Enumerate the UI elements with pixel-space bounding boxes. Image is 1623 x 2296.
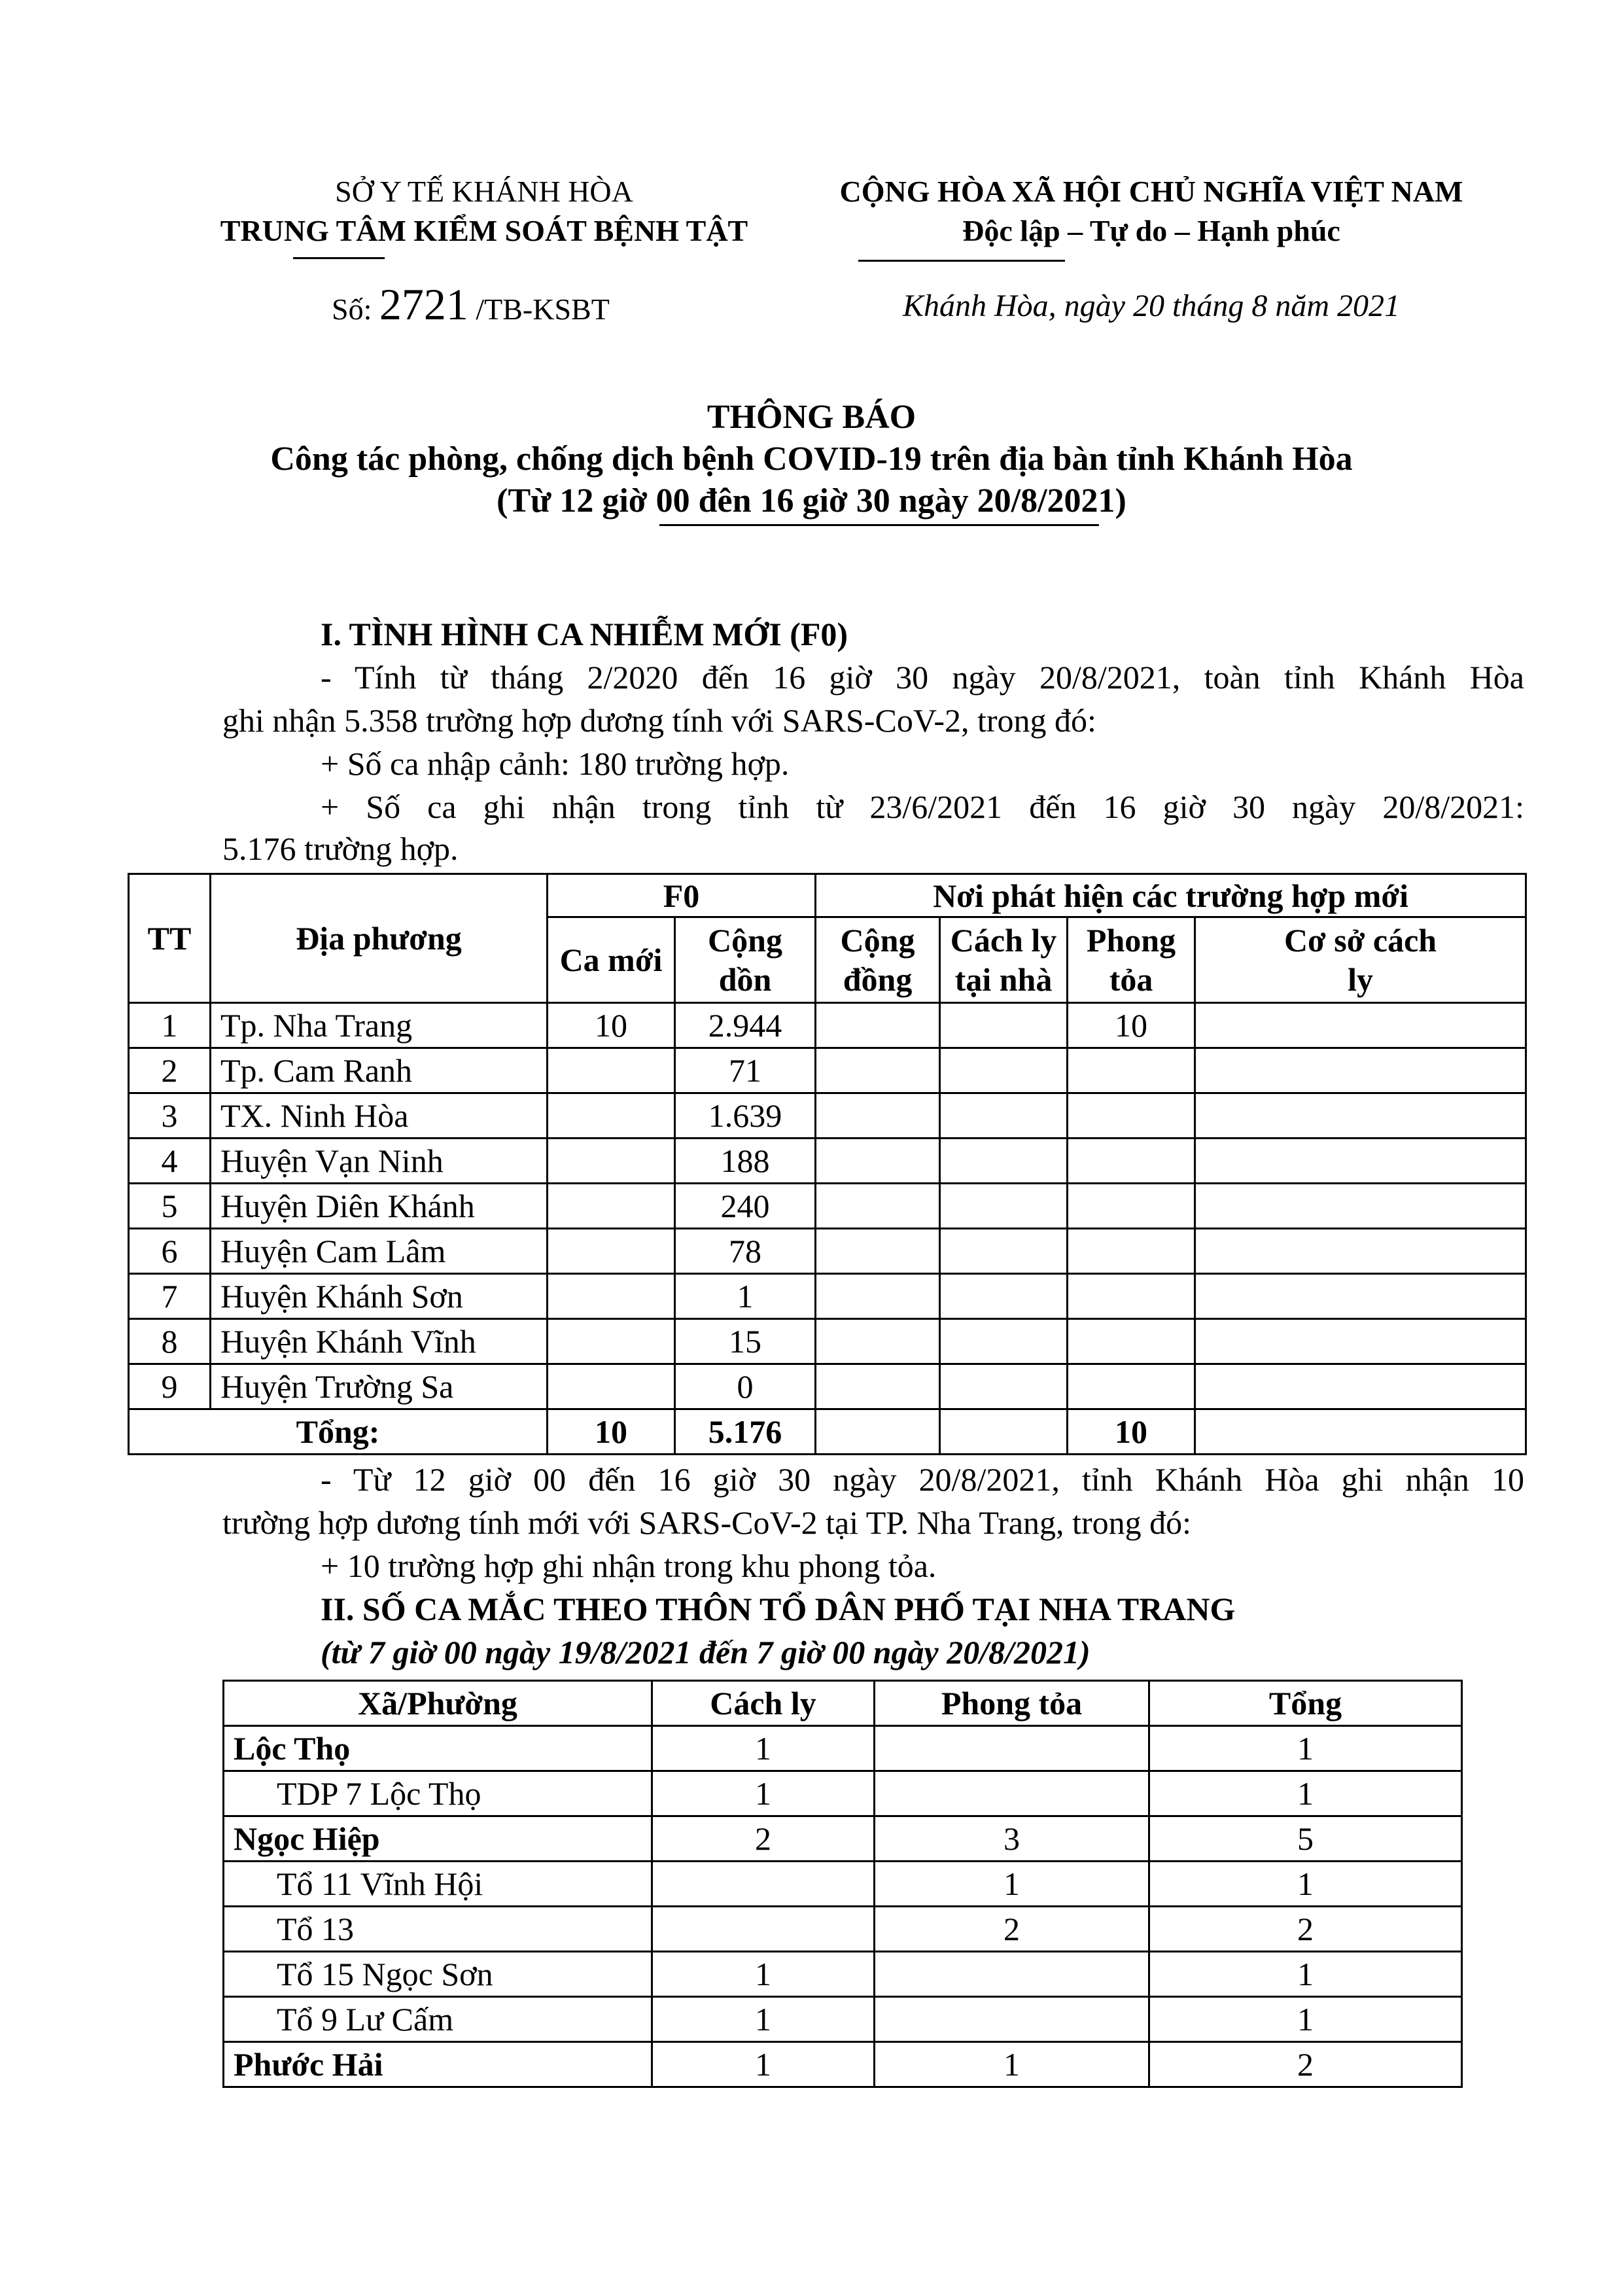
tt-cell: 6 [129, 1229, 211, 1274]
new-cases-cell [548, 1319, 675, 1364]
section1-bullet2-line1: + Số ca ghi nhận trong tỉnh từ 23/6/2021 đến 16 giờ 30 ngày 20/8/2021: [321, 788, 1524, 825]
community-cell [816, 1319, 940, 1364]
total-lockdown-cell: 10 [1068, 1409, 1195, 1455]
locality-cell: Huyện Khánh Sơn [211, 1274, 548, 1319]
ward-row [224, 1726, 1462, 1771]
table-row [129, 1184, 1526, 1229]
community-cell [816, 1229, 940, 1274]
isolation-facility-cell [1195, 1274, 1526, 1319]
ward-name-cell: Lộc Thọ [224, 1726, 652, 1771]
table-row [129, 1229, 1526, 1274]
home-isolation-cell [940, 1093, 1068, 1139]
cases-by-ward-table [222, 1680, 1463, 2088]
home-isolation-cell [940, 1139, 1068, 1184]
isolation-cell: 1 [652, 2042, 875, 2087]
locality-cell: Huyện Diên Khánh [211, 1184, 548, 1229]
number-prefix: Số: [332, 292, 372, 326]
sub-area-row [224, 1907, 1462, 1952]
col-isolation: Cách ly [652, 1681, 875, 1726]
tt-cell: 2 [129, 1048, 211, 1093]
cumulative-cell: 188 [675, 1139, 816, 1184]
section1-para2-line1: - Từ 12 giờ 00 đến 16 giờ 30 ngày 20/8/2021, tỉnh Khánh Hòa ghi nhận 10 [321, 1461, 1524, 1498]
col-home-isolation: Cách ly tại nhà [940, 917, 1068, 1003]
isolation-cell: 1 [652, 1997, 875, 2042]
cumulative-cell: 2.944 [675, 1003, 816, 1048]
total-cell: 1 [1149, 1862, 1462, 1907]
lockdown-cell [1068, 1048, 1195, 1093]
community-cell [816, 1274, 940, 1319]
total-label: Tổng: [129, 1409, 548, 1455]
home-isolation-cell [940, 1319, 1068, 1364]
doc-subject: Công tác phòng, chống dịch bệnh COVID-19 trên địa bàn tỉnh Khánh Hòa [270, 440, 1353, 478]
agency-name: SỞ Y TẾ KHÁNH HÒA [335, 175, 633, 208]
cumulative-cell: 1.639 [675, 1093, 816, 1139]
lockdown-cell [1068, 1184, 1195, 1229]
isolation-cell [652, 1862, 875, 1907]
cumulative-cell: 1 [675, 1274, 816, 1319]
home-isolation-cell [940, 1274, 1068, 1319]
locality-cell: TX. Ninh Hòa [211, 1093, 548, 1139]
lockdown-cell [875, 1726, 1149, 1771]
section1-heading: I. TÌNH HÌNH CA NHIỄM MỚI (F0) [321, 616, 848, 652]
isolation-facility-cell [1195, 1319, 1526, 1364]
isolation-facility-cell [1195, 1003, 1526, 1048]
lockdown-cell [1068, 1274, 1195, 1319]
section1-bullet3: + 10 trường hợp ghi nhận trong khu phong tỏa. [321, 1547, 937, 1584]
new-cases-cell [548, 1229, 675, 1274]
motto: Độc lập – Tự do – Hạnh phúc [962, 214, 1340, 247]
cumulative-cell: 240 [675, 1184, 816, 1229]
section2-period: (từ 7 giờ 00 ngày 19/8/2021 đến 7 giờ 00 ngày 20/8/2021) [321, 1634, 1091, 1670]
lockdown-cell [875, 1771, 1149, 1816]
table-row [129, 1319, 1526, 1364]
locality-cell: Huyện Khánh Vĩnh [211, 1319, 548, 1364]
total-row [129, 1409, 1526, 1455]
community-cell [816, 1364, 940, 1409]
col-isolation-facility: Cơ sở cách ly [1195, 917, 1526, 1003]
doc-period: (Từ 12 giờ 00 đên 16 giờ 30 ngày 20/8/2021) [497, 482, 1126, 520]
lockdown-cell: 1 [875, 1862, 1149, 1907]
total-new-cases-cell: 10 [548, 1409, 675, 1455]
sub-area-row [224, 1952, 1462, 1997]
cumulative-cell: 71 [675, 1048, 816, 1093]
section1-bullet1: + Số ca nhập cảnh: 180 trường hợp. [321, 745, 790, 782]
total-cell: 1 [1149, 1771, 1462, 1816]
tt-cell: 1 [129, 1003, 211, 1048]
col-lockdown: Phong tỏa [1068, 917, 1195, 1003]
table-row [129, 1093, 1526, 1139]
new-cases-cell [548, 1139, 675, 1184]
lockdown-cell [1068, 1139, 1195, 1184]
number-value: 2721 [379, 279, 468, 329]
home-isolation-cell [940, 1003, 1068, 1048]
isolation-cell: 1 [652, 1952, 875, 1997]
col-group-detection-place: Nơi phát hiện các trường hợp mới [816, 874, 1526, 917]
community-cell [816, 1139, 940, 1184]
isolation-facility-cell [1195, 1093, 1526, 1139]
doc-type: THÔNG BÁO [707, 398, 916, 436]
sub-area-row [224, 1997, 1462, 2042]
col-new-cases: Ca mới [548, 917, 675, 1003]
isolation-facility-cell [1195, 1139, 1526, 1184]
new-cases-cell: 10 [548, 1003, 675, 1048]
table-row [129, 1364, 1526, 1409]
ward-name-cell: Tổ 9 Lư Cấm [224, 1997, 652, 2042]
total-community-cell [816, 1409, 940, 1455]
motto-underline [858, 260, 1065, 262]
section1-bullet2-line2: 5.176 trường hợp. [222, 830, 459, 867]
country-name: CỘNG HÒA XÃ HỘI CHỦ NGHĨA VIỆT NAM [839, 175, 1463, 208]
divider [293, 257, 384, 259]
section1-para1-line1: - Tính từ tháng 2/2020 đến 16 giờ 30 ngày 20/8/2021, toàn tỉnh Khánh Hòa [321, 659, 1524, 696]
community-cell [816, 1003, 940, 1048]
home-isolation-cell [940, 1048, 1068, 1093]
col-locality: Địa phương [211, 874, 548, 1003]
number-suffix: /TB-KSBT [476, 292, 610, 326]
cumulative-cell: 78 [675, 1229, 816, 1274]
sub-area-row [224, 1862, 1462, 1907]
tt-cell: 4 [129, 1139, 211, 1184]
place-date: Khánh Hòa, ngày 20 tháng 8 năm 2021 [903, 289, 1400, 323]
total-home-isolation-cell [940, 1409, 1068, 1455]
table-row [129, 1139, 1526, 1184]
new-cases-cell [548, 1364, 675, 1409]
section1-para1-line2: ghi nhận 5.358 trường hợp dương tính với SARS-CoV-2, trong đó: [222, 702, 1096, 739]
col-total: Tổng [1149, 1681, 1462, 1726]
lockdown-cell [875, 1997, 1149, 2042]
isolation-cell: 2 [652, 1816, 875, 1862]
total-cumulative-cell: 5.176 [675, 1409, 816, 1455]
home-isolation-cell [940, 1229, 1068, 1274]
lockdown-cell: 1 [875, 2042, 1149, 2087]
ward-name-cell: Tổ 15 Ngọc Sơn [224, 1952, 652, 1997]
col-community: Cộng đồng [816, 917, 940, 1003]
lockdown-cell: 3 [875, 1816, 1149, 1862]
col-lockdown: Phong tỏa [875, 1681, 1149, 1726]
ward-name-cell: TDP 7 Lộc Thọ [224, 1771, 652, 1816]
table-row [129, 1274, 1526, 1319]
new-cases-cell [548, 1048, 675, 1093]
community-cell [816, 1184, 940, 1229]
table-row [129, 1003, 1526, 1048]
col-ward: Xã/Phường [224, 1681, 652, 1726]
cumulative-cell: 15 [675, 1319, 816, 1364]
locality-cell: Huyện Vạn Ninh [211, 1139, 548, 1184]
lockdown-cell [1068, 1319, 1195, 1364]
col-group-f0: F0 [548, 874, 816, 917]
ward-name-cell: Phước Hải [224, 2042, 652, 2087]
table-row [129, 1048, 1526, 1093]
ward-name-cell: Tổ 13 [224, 1907, 652, 1952]
section1-para2-line2: trường hợp dương tính mới với SARS-CoV-2 tại TP. Nha Trang, trong đó: [222, 1504, 1191, 1541]
isolation-cell [652, 1907, 875, 1952]
col-cumulative: Cộng dồn [675, 917, 816, 1003]
home-isolation-cell [940, 1184, 1068, 1229]
sub-area-row [224, 1771, 1462, 1816]
isolation-cell: 1 [652, 1771, 875, 1816]
isolation-facility-cell [1195, 1048, 1526, 1093]
community-cell [816, 1048, 940, 1093]
home-isolation-cell [940, 1364, 1068, 1409]
total-isolation-facility-cell [1195, 1409, 1526, 1455]
section2-heading: II. SỐ CA MẮC THEO THÔN TỔ DÂN PHỐ TẠI NHA TRANG [321, 1591, 1236, 1627]
locality-cell: Huyện Cam Lâm [211, 1229, 548, 1274]
locality-cell: Tp. Cam Ranh [211, 1048, 548, 1093]
tt-cell: 5 [129, 1184, 211, 1229]
tt-cell: 7 [129, 1274, 211, 1319]
community-cell [816, 1093, 940, 1139]
locality-cell: Tp. Nha Trang [211, 1003, 548, 1048]
lockdown-cell [1068, 1229, 1195, 1274]
tt-cell: 8 [129, 1319, 211, 1364]
lockdown-cell: 2 [875, 1907, 1149, 1952]
locality-cell: Huyện Trường Sa [211, 1364, 548, 1409]
document-number [332, 275, 610, 339]
lockdown-cell [1068, 1093, 1195, 1139]
tt-cell: 9 [129, 1364, 211, 1409]
col-tt: TT [129, 874, 211, 1003]
lockdown-cell: 10 [1068, 1003, 1195, 1048]
isolation-facility-cell [1195, 1364, 1526, 1409]
ward-row [224, 1816, 1462, 1862]
isolation-facility-cell [1195, 1184, 1526, 1229]
new-cases-cell [548, 1184, 675, 1229]
total-cell: 2 [1149, 2042, 1462, 2087]
cumulative-cell: 0 [675, 1364, 816, 1409]
ward-name-cell: Ngọc Hiệp [224, 1816, 652, 1862]
total-cell: 5 [1149, 1816, 1462, 1862]
total-cell: 2 [1149, 1907, 1462, 1952]
isolation-cell: 1 [652, 1726, 875, 1771]
ward-name-cell: Tổ 11 Vĩnh Hội [224, 1862, 652, 1907]
new-cases-cell [548, 1274, 675, 1319]
total-cell: 1 [1149, 1952, 1462, 1997]
f0-by-locality-table [128, 873, 1527, 1455]
isolation-facility-cell [1195, 1229, 1526, 1274]
total-cell: 1 [1149, 1726, 1462, 1771]
total-cell: 1 [1149, 1997, 1462, 2042]
lockdown-cell [1068, 1364, 1195, 1409]
lockdown-cell [875, 1952, 1149, 1997]
new-cases-cell [548, 1093, 675, 1139]
tt-cell: 3 [129, 1093, 211, 1139]
unit-name: TRUNG TÂM KIỂM SOÁT BỆNH TẬT [220, 214, 748, 247]
period-underline [659, 524, 1099, 526]
ward-row [224, 2042, 1462, 2087]
